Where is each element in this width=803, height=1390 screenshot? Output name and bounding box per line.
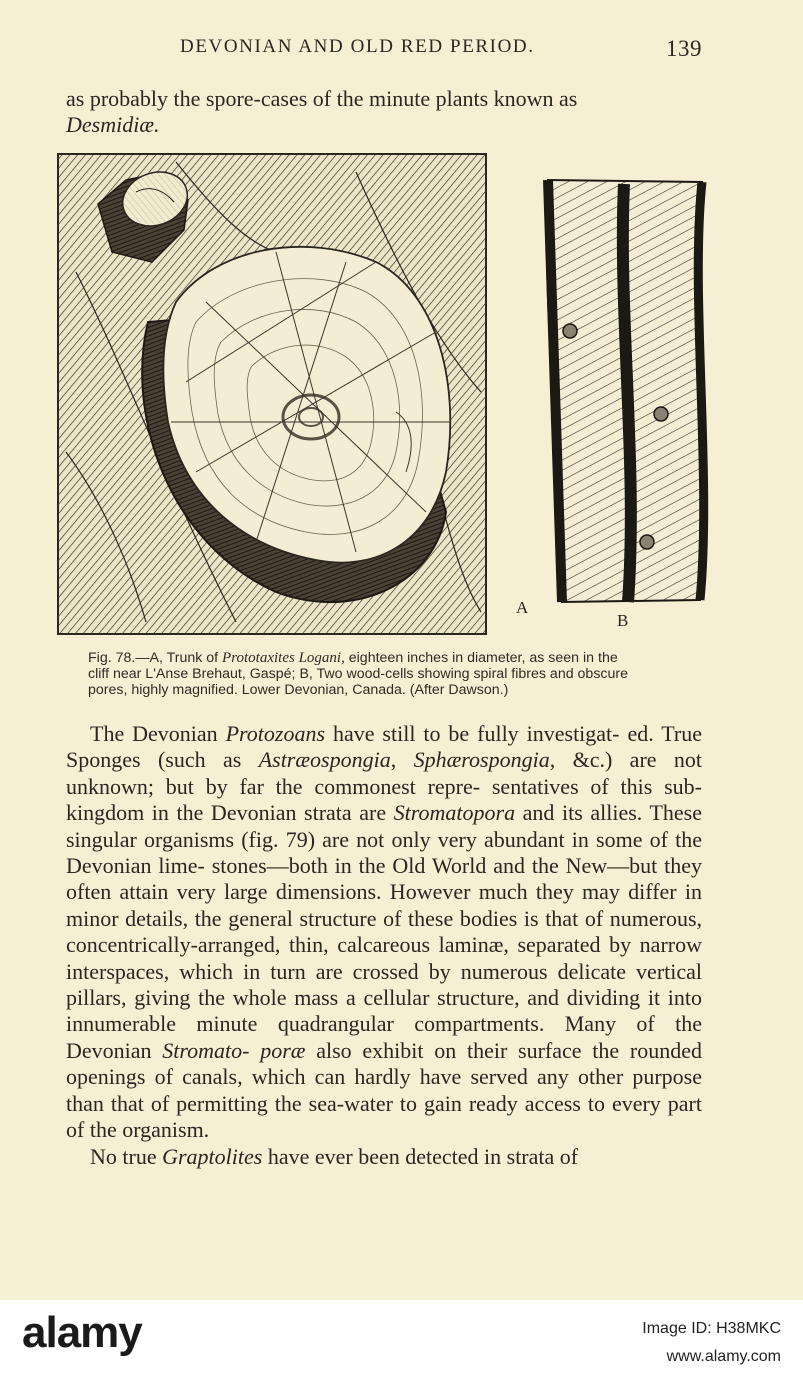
text-run: The Devonian (90, 721, 226, 746)
intro-line-italic: Desmidiæ. (66, 112, 160, 138)
caption-line: cliff near L'Anse Brehaut, Gaspé; B, Two wood-cells showing spiral fibres and obscure (88, 666, 629, 682)
text-run: , (549, 747, 556, 773)
cell-wall-right (698, 182, 703, 600)
text-line (111, 1091, 661, 1116)
footer-url: www.alamy.com (666, 1348, 781, 1365)
text-run: quadrangular compartments. Many of the Devonian (66, 1011, 703, 1063)
watermark-footer (0, 1300, 803, 1390)
text-run: poræ (260, 1037, 306, 1063)
body-text (66, 721, 702, 1170)
paragraph-protozoans (66, 721, 702, 1144)
paragraph-graptolites (66, 1144, 702, 1170)
caption-line: pores, highly magnified. Lower Devonian, Canada. (After Dawson.) (88, 682, 509, 698)
cell-pore (654, 407, 668, 421)
caption-line (88, 650, 704, 666)
text-run: and its allies. These singular organisms (fig. (66, 800, 702, 852)
caption-species: Prototaxites Logani, (222, 650, 345, 666)
text-run: canals, which can hardly have served any other purpose than (66, 1064, 703, 1116)
text-run: Sphærospongia (413, 747, 550, 773)
text-run: attain very large dimensions. However much they may differ (119, 879, 677, 905)
image-id: Image ID: H38MKC (642, 1320, 781, 1337)
text-run: &c.) are not unknown; but by far the commonest repre- (66, 747, 703, 799)
text-run: in minor details, the general structure of these bodies is that (66, 879, 703, 931)
intro-line: as probably the spore-cases of the minute plants known as (66, 86, 578, 111)
running-title: DEVONIAN AND OLD RED PERIOD. (180, 36, 535, 57)
text-run: have ever been detected in strata of (262, 1143, 579, 1169)
page-number: 139 (666, 36, 702, 61)
text-run: have still to be fully investigat- (325, 721, 620, 746)
cell-pore (640, 535, 654, 549)
text-run: part of the organism. (66, 1090, 702, 1143)
figure-b-wood-cells (540, 176, 712, 606)
text-run: that of permitting the sea-water to gain ready access to every (110, 1090, 661, 1116)
text-run: Stromato- (162, 1037, 250, 1063)
intro-paragraph (66, 86, 702, 139)
text-run: Protozoans (225, 721, 326, 746)
text-run: cellular structure, and dividing it into innumerable minute (66, 985, 702, 1037)
caption-prefix: Fig. 78.—A, Trunk of (88, 650, 223, 666)
alamy-logo: alamy (22, 1308, 142, 1357)
text-run: Stromatopora (393, 800, 516, 826)
text-run: sentatives of this sub-kingdom in the Devonian strata are (66, 773, 702, 826)
text-run: Graptolites (162, 1143, 263, 1169)
figure-a-engraving (56, 152, 488, 636)
figure-label-a: A (516, 598, 529, 617)
text-line (90, 721, 620, 746)
figure-label-b: B (617, 611, 629, 630)
text-run: 79) are not only very abundant in some of the Devonian lime- (66, 826, 703, 879)
text-run: stones—both in the Old World and the New—but they often (66, 853, 702, 905)
text-run: separated by narrow interspaces, which in turn are crossed by (66, 932, 702, 984)
text-run: numerous delicate vertical pillars, giving the whole mass a (66, 958, 703, 1011)
text-run: ed. True Sponges (such as (66, 721, 702, 773)
cell-pore (563, 324, 577, 338)
caption-suffix: eighteen inches in diameter, as seen in the (344, 650, 618, 666)
text-run: of numerous, concentrically-arranged, thin, calcareous laminæ, (66, 905, 703, 958)
text-run: No true (90, 1143, 163, 1169)
text-line (119, 879, 676, 904)
figure-caption (88, 650, 704, 698)
text-run: , (390, 747, 414, 773)
text-line (90, 1144, 578, 1169)
text-run: also exhibit on their surface the rounded openings of (66, 1037, 703, 1090)
text-run: Astræospongia (258, 747, 391, 773)
